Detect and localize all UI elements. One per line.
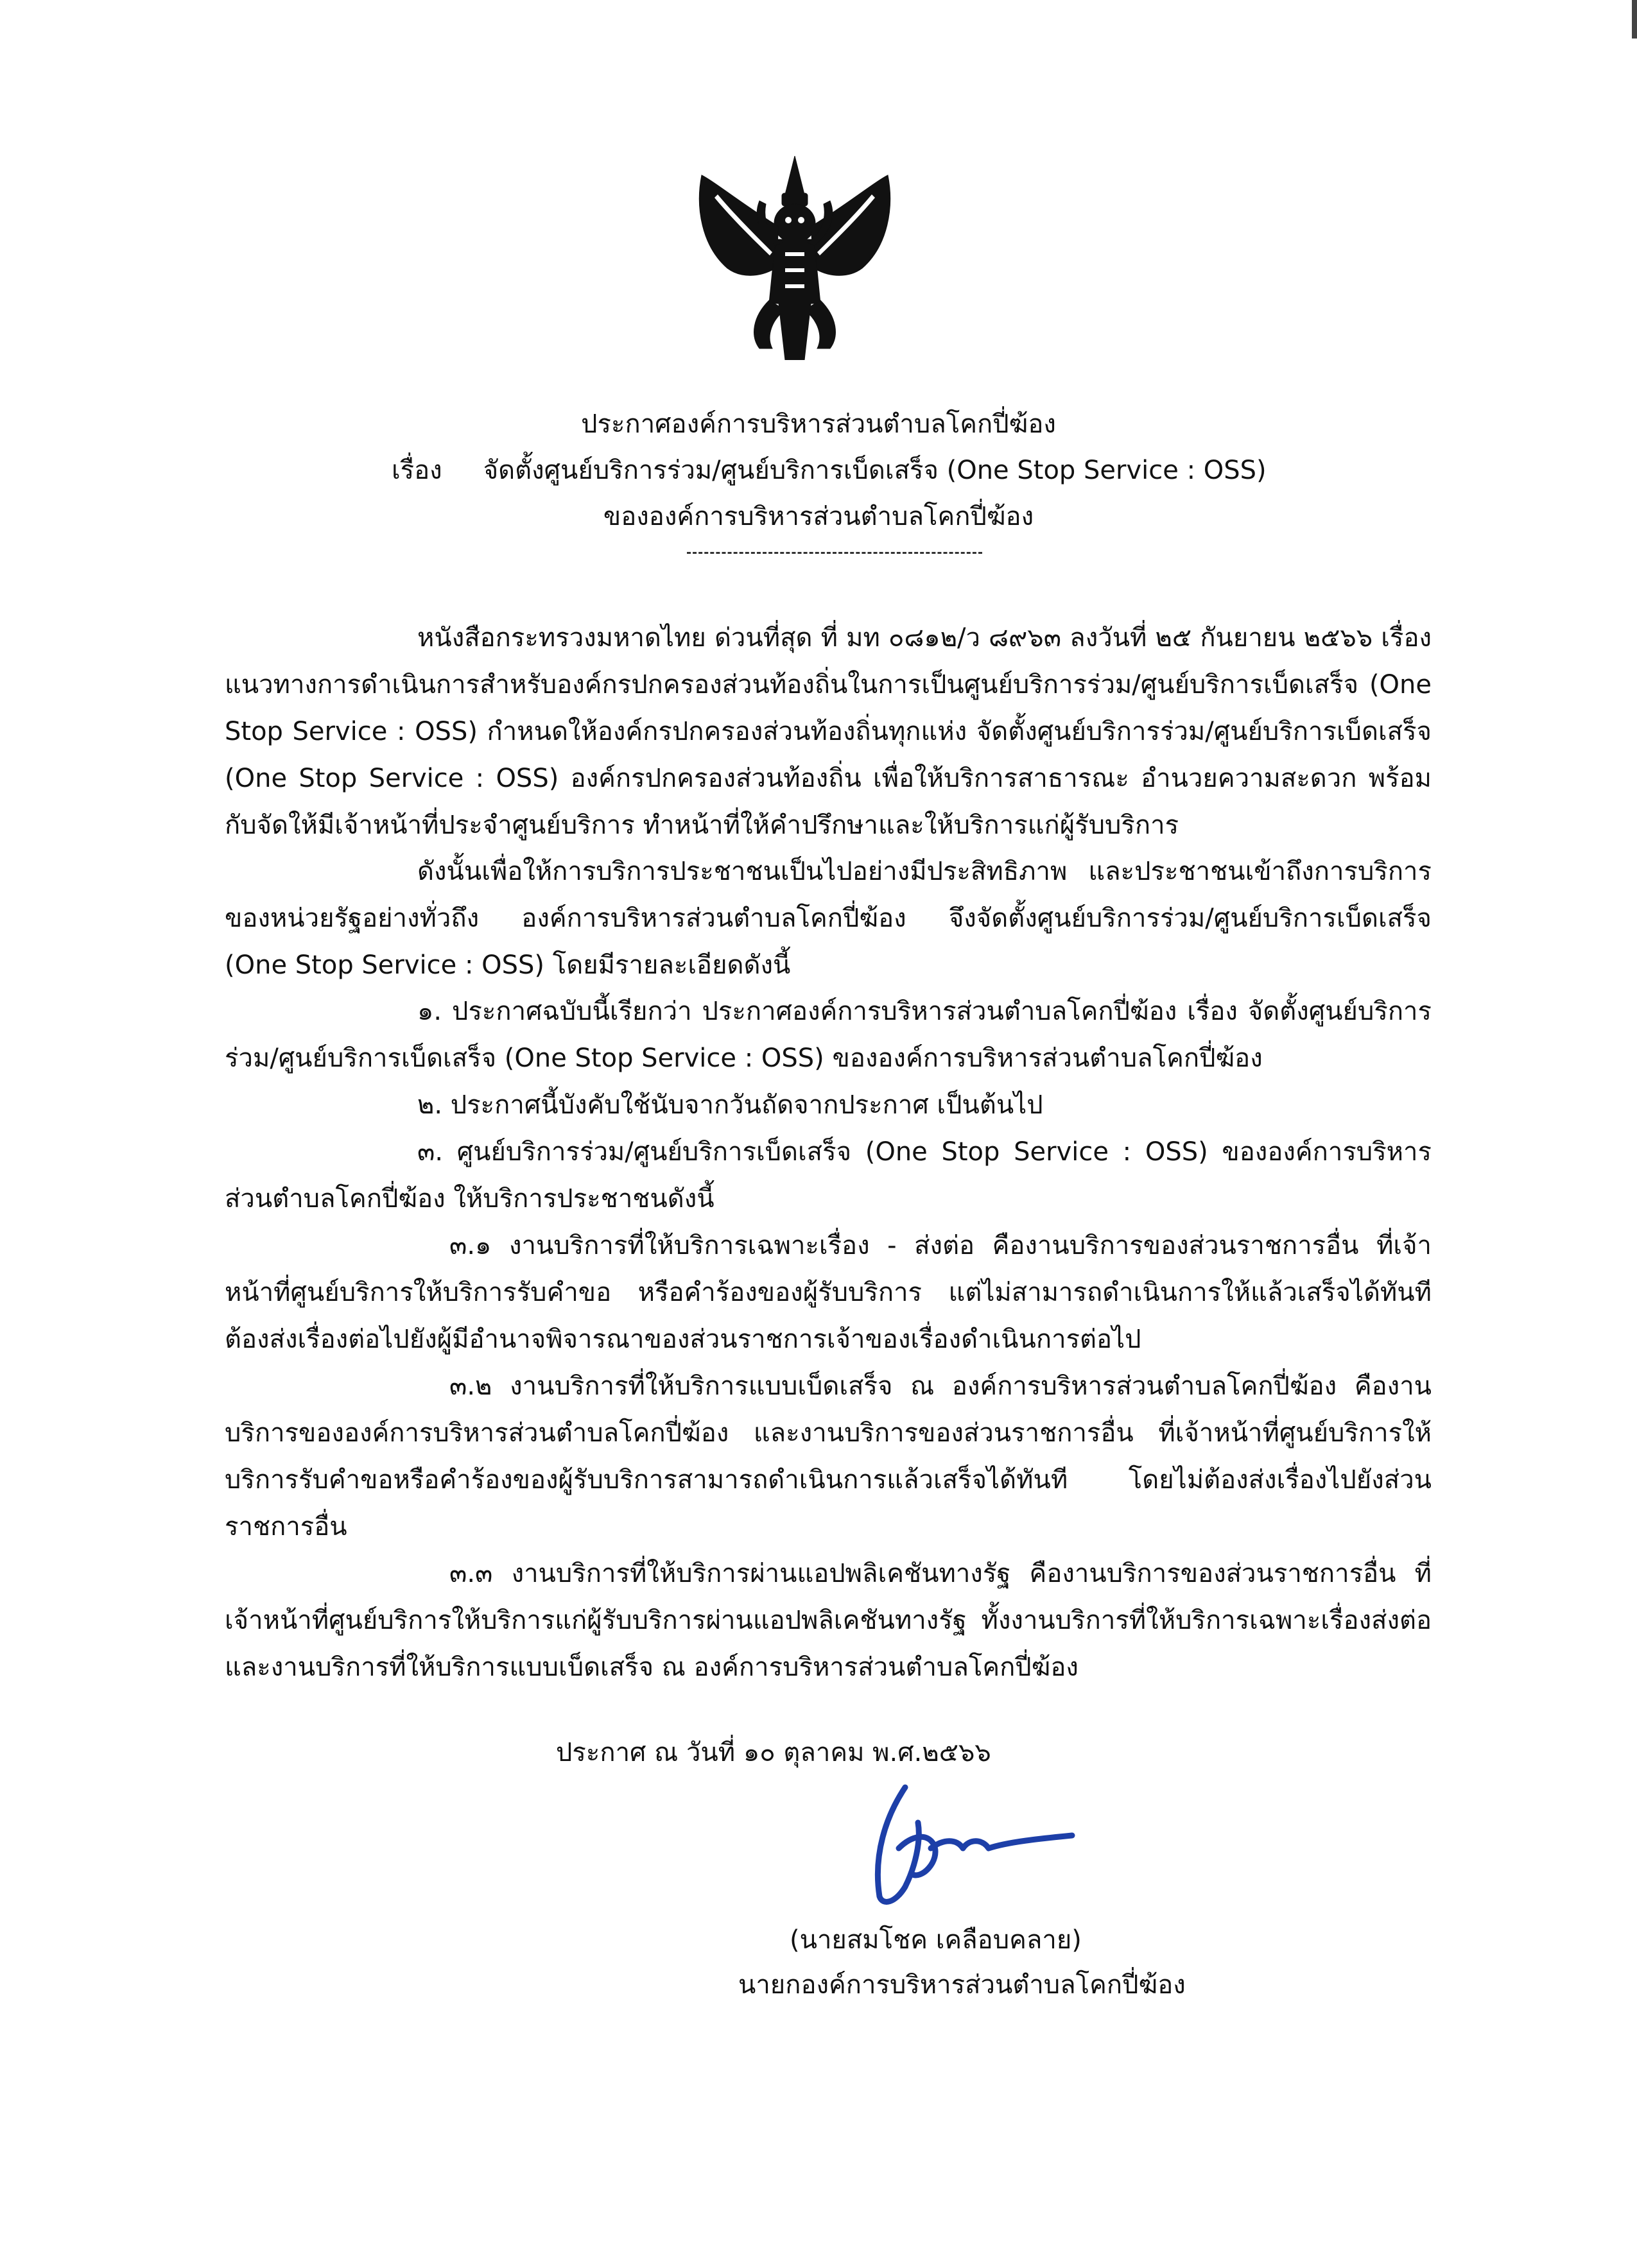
- signer-name: (นายสมโชค เคลือบคลาย): [790, 1925, 1082, 1955]
- item-1: ๑. ประกาศฉบับนี้เรียกว่า ประกาศองค์การบริหารส่วนตำบลโคกปี่ฆ้อง เรื่อง จัดตั้งศูนย์บริการร่วม/ศูนย์บริการเบ็ดเสร็จ (One Stop Service : OSS) ขององค์การบริหารส่วนตำบลโคกปี่ฆ้อง: [225, 997, 1432, 1073]
- paragraph-purpose: ดังนั้นเพื่อให้การบริการประชาชนเป็นไปอย่างมีประสิทธิภาพ และประชาชนเข้าถึงการบริการของหน่วยรัฐอย่างทั่วถึง องค์การบริหารส่วนตำบลโคกปี่ฆ้อง จึงจัดตั้งศูนย์บริการร่วม/ศูนย์บริการเบ็ดเสร็จ (One Stop Service : OSS) โดยมีรายละเอียดดังนี้: [225, 857, 1432, 980]
- item-3-2: ๓.๒ งานบริการที่ให้บริการแบบเบ็ดเสร็จ ณ องค์การบริหารส่วนตำบลโคกปี่ฆ้อง คืองานบริการขององค์การบริหารส่วนตำบลโคกปี่ฆ้อง และงานบริการของส่วนราชการอื่น ที่เจ้าหน้าที่ศูนย์บริการให้บริการรับคำขอหรือคำร้องของผู้รับบริการสามารถดำเนินการแล้วเสร็จได้ทันที โดยไม่ต้องส่งเรื่องไปยังส่วนราชการอื่น: [225, 1371, 1432, 1542]
- subject-text: จัดตั้งศูนย์บริการร่วม/ศูนย์บริการเบ็ดเสร็จ (One Stop Service : OSS): [483, 456, 1267, 485]
- signer-title: นายกองค์การบริหารส่วนตำบลโคกปี่ฆ้อง: [738, 1970, 1186, 2000]
- garuda-emblem-icon: [689, 156, 901, 360]
- subject-row: [392, 449, 1267, 490]
- header-divider: [687, 552, 982, 554]
- subject-line-2: ขององค์การบริหารส่วนตำบลโคกปี่ฆ้อง: [603, 502, 1034, 531]
- handwritten-signature: [860, 1778, 1078, 1912]
- item-3-1: ๓.๑ งานบริการที่ให้บริการเฉพาะเรื่อง - ส่งต่อ คืองานบริการของส่วนราชการอื่น ที่เจ้าหน้าที่ศูนย์บริการให้บริการรับคำขอ หรือคำร้องของผู้รับบริการ แต่ไม่สามารถดำเนินการให้แล้วเสร็จได้ทันที ต้องส่งเรื่องต่อไปยังผู้มีอำนาจพิจารณาของส่วนราชการเจ้าของเรื่องดำเนินการต่อไป: [225, 1231, 1432, 1354]
- announcement-title: ประกาศองค์การบริหารส่วนตำบลโคกปี่ฆ้อง: [581, 409, 1056, 439]
- scan-edge-mark: [1632, 0, 1637, 39]
- item-2: ๒. ประกาศนี้บังคับใช้นับจากวันถัดจากประกาศ เป็นต้นไป: [417, 1090, 1043, 1120]
- announcement-date: ประกาศ ณ วันที่ ๑๐ ตุลาคม พ.ศ.๒๕๖๖: [556, 1738, 991, 1767]
- paragraph-reference: หนังสือกระทรวงมหาดไทย ด่วนที่สุด ที่ มท ๐๘๑๒/ว ๘๙๖๓ ลงวันที่ ๒๕ กันยายน ๒๕๖๖ เรื่อง แนวทางการดำเนินการสำหรับองค์กรปกครองส่วนท้องถิ่นในการเป็นศูนย์บริการร่วม/ศูนย์บริการเบ็ดเสร็จ (One Stop Service : OSS) กำหนดให้องค์กรปกครองส่วนท้องถิ่นทุกแห่ง จัดตั้งศูนย์บริการร่วม/ศูนย์บริการเบ็ดเสร็จ (One Stop Service : OSS) องค์กรปกครองส่วนท้องถิ่น เพื่อให้บริการสาธารณะ อำนวยความสะดวก พร้อมกับจัดให้มีเจ้าหน้าที่ประจำศูนย์บริการ ทำหน้าที่ให้คำปรึกษาและให้บริการแก่ผู้รับบริการ: [225, 623, 1432, 840]
- item-3-3: ๓.๓ งานบริการที่ให้บริการผ่านแอปพลิเคชันทางรัฐ คืองานบริการของส่วนราชการอื่น ที่เจ้าหน้าที่ศูนย์บริการให้บริการแก่ผู้รับบริการผ่านแอปพลิเคชันทางรัฐ ทั้งงานบริการที่ให้บริการเฉพาะเรื่องส่งต่อ และงานบริการที่ให้บริการแบบเบ็ดเสร็จ ณ องค์การบริหารส่วนตำบลโคกปี่ฆ้อง: [225, 1559, 1432, 1682]
- subject-label: เรื่อง: [392, 456, 442, 485]
- item-3: ๓. ศูนย์บริการร่วม/ศูนย์บริการเบ็ดเสร็จ (One Stop Service : OSS) ขององค์การบริหารส่วนตำบลโคกปี่ฆ้อง ให้บริการประชาชนดังนี้: [225, 1137, 1432, 1214]
